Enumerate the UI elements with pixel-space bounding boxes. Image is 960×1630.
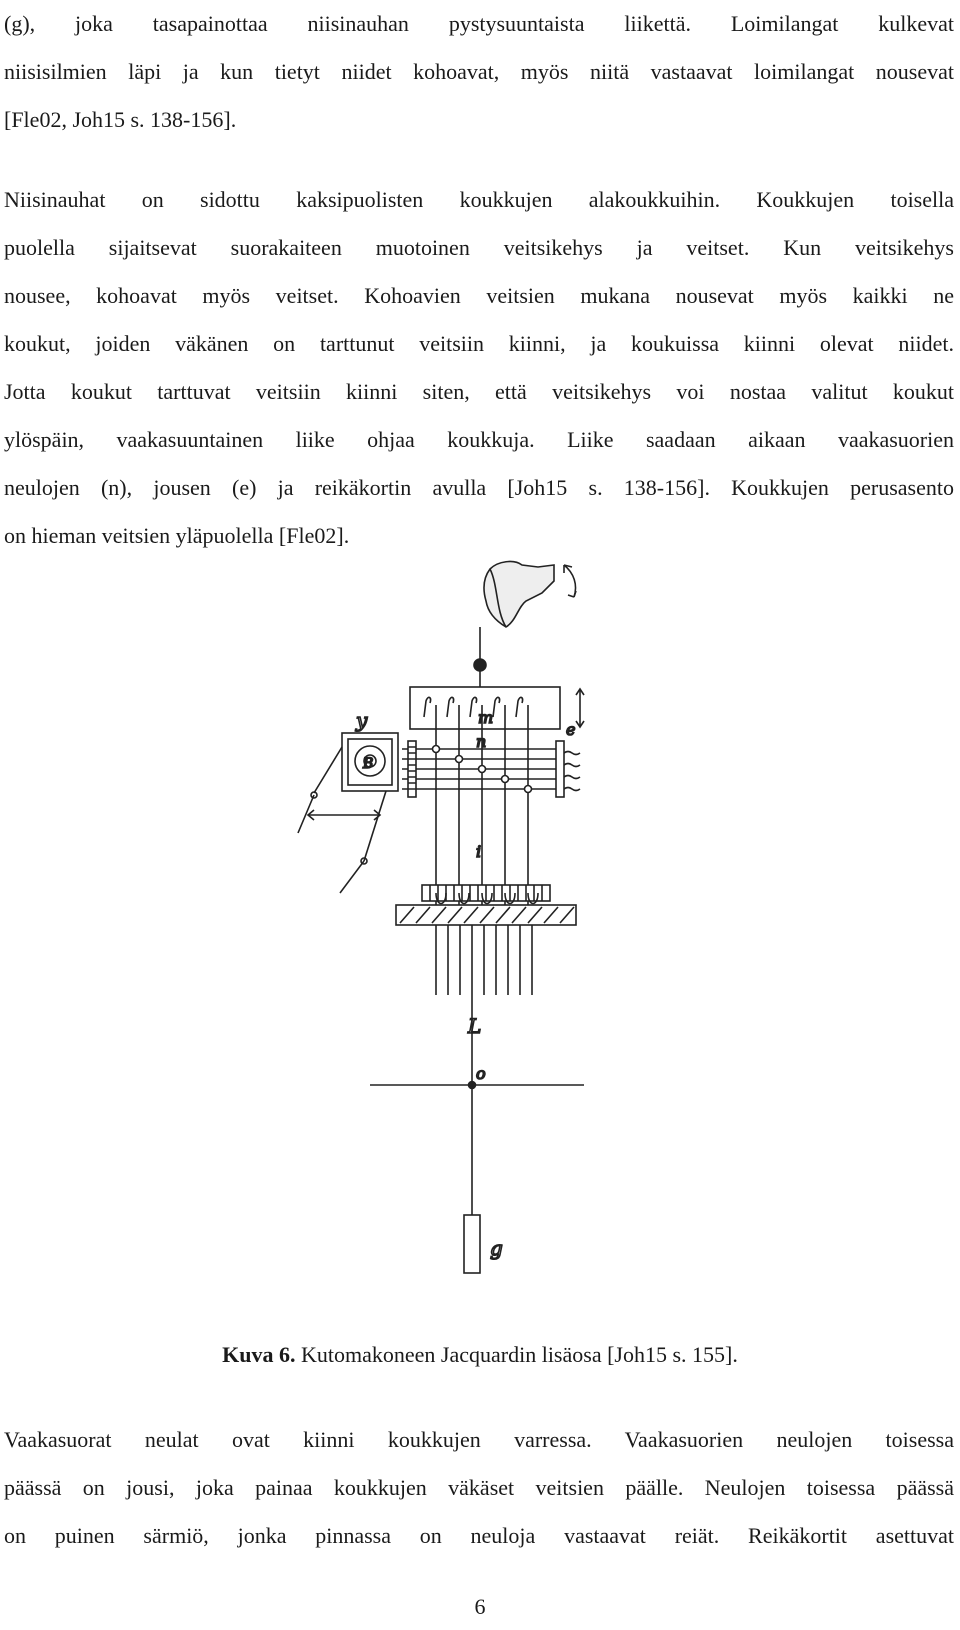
caption-text: Kutomakoneen Jacquardin lisäosa [Joh15 s. 155]. [295, 1342, 738, 1367]
paragraph-3 [4, 1416, 954, 1560]
figure-caption [0, 1340, 960, 1370]
page-number: 6 [474, 1594, 486, 1619]
text-line: neulojen (n), jousen (e) ja reikäkortin avulla [Joh15 s. 138-156]. Koukkujen perusasento [4, 475, 954, 500]
figure-label-i: i [476, 842, 482, 861]
text-line: päässä on jousi, joka painaa koukkujen väkäset veitsien päälle. Neulojen toisessa päässä [4, 1475, 954, 1500]
figure-label-e: e [566, 720, 576, 739]
text-line: on hieman veitsien yläpuolella [Fle02]. [4, 523, 350, 548]
text-line: [Fle02, Joh15 s. 138-156]. [4, 107, 237, 132]
jacquard-drawing [292, 555, 670, 1327]
text-line: (g), joka tasapainottaa niisinauhan pystysuuntaista liikettä. Loimilangat kulkevat [4, 11, 954, 36]
paragraph-1 [4, 0, 954, 144]
jacquard-figure [292, 555, 670, 1327]
figure-label-n: n [476, 732, 487, 751]
text-line: niisisilmien läpi ja kun tietyt niidet kohoavat, myös niitä vastaavat loimilangat nousevat [4, 59, 954, 84]
text-line: nousee, kohoavat myös veitset. Kohoavien veitsien mukana nousevat myös kaikki ne [4, 283, 954, 308]
figure-label-o: o [476, 1064, 486, 1083]
text-line: Niisinauhat on sidottu kaksipuolisten koukkujen alakoukkuihin. Koukkujen toisella [4, 187, 954, 212]
text-line: Jotta koukut tarttuvat veitsiin kiinni siten, että veitsikehys voi nostaa valitut koukut [4, 379, 954, 404]
text-line: puolella sijaitsevat suorakaiteen muotoinen veitsikehys ja veitset. Kun veitsikehys [4, 235, 954, 260]
text-line: on puinen särmiö, jonka pinnassa on neuloja vastaavat reiät. Reikäkortit asettuvat [4, 1523, 954, 1548]
caption-label: Kuva 6. [222, 1342, 296, 1367]
text-line: ylöspäin, vaakasuuntainen liike ohjaa koukkuja. Liike saadaan aikaan vaakasuorien [4, 427, 954, 452]
figure-label-y: y [356, 708, 368, 732]
figure-label-m: m [478, 708, 494, 727]
figure-label-b: B [363, 756, 374, 772]
figure-label-g: g [490, 1236, 503, 1260]
paragraph-2 [4, 176, 954, 560]
text-line: koukut, joiden väkänen on tarttunut veitsiin kiinni, ja koukuissa kiinni olevat niidet. [4, 331, 954, 356]
text-line: Vaakasuorat neulat ovat kiinni koukkujen varressa. Vaakasuorien neulojen toisessa [4, 1427, 954, 1452]
figure-label-l: L [468, 1014, 482, 1038]
